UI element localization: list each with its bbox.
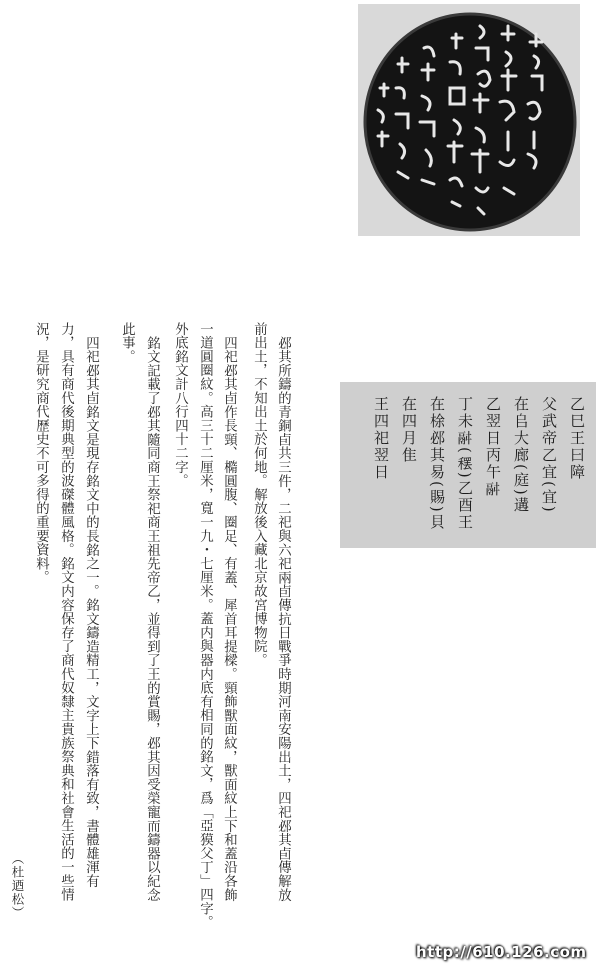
transcription-column: 乙巳王曰障 bbox=[568, 396, 586, 481]
body-column: 一道圓圈紋。高三十二厘米，寬一九・七厘米。蓋内與器内底有相同的銘文，爲「亞獏父丁」四字。 bbox=[197, 322, 213, 930]
transcription-panel bbox=[340, 382, 596, 548]
body-column: 況，是研究商代歷史不可多得的重要資料。 bbox=[33, 322, 49, 585]
rubbing-svg bbox=[358, 4, 580, 236]
author-credit: （杜迺松） bbox=[10, 852, 25, 920]
transcription-column: 王四祀翌日 bbox=[372, 396, 390, 481]
body-column: 此事。 bbox=[119, 322, 135, 364]
transcription-column: 在梌邲其易(賜)貝 bbox=[428, 396, 446, 531]
watermark-url: http://610.126.com bbox=[416, 943, 587, 961]
inscription-rubbing-image bbox=[358, 4, 580, 236]
body-column: 四祀邲其卣作長頸、橢圓腹、圈足、有蓋、犀首耳提樑。頸飾獸面紋，獸面紋上下和蓋沿各飾 bbox=[221, 336, 237, 902]
body-column: 四祀邲其卣銘文是現存銘文中的長銘之一。銘文鑄造精工，文字上下錯落有致，書體雄渾有 bbox=[83, 336, 99, 888]
body-column: 力，具有商代後期典型的波磔體風格。銘文内容保存了商代奴隸主貴族祭典和社會生活的一些情 bbox=[58, 322, 74, 902]
transcription-column: 丁未𩰫(𫁂)乙酉王 bbox=[456, 396, 474, 531]
body-column: 銘文記載了邲其隨同商王祭祀商王祖先帝乙，並得到了王的賞賜，邲其因受榮寵而鑄器以紀念 bbox=[144, 336, 160, 902]
transcription-column: 在四月隹 bbox=[400, 396, 418, 464]
transcription-column: 乙翌日丙午𩰫 bbox=[484, 396, 502, 498]
body-column: 邲其所鑄的青銅卣共三件，二祀與六祀兩卣傳抗日戰爭時期河南安陽出土，四祀邲其卣傳解放 bbox=[275, 336, 291, 902]
transcription-column: 在𠂤大廊(庭)遘 bbox=[512, 396, 530, 514]
body-column: 前出土，不知出土於何地。解放後入藏北京故宮博物院。 bbox=[251, 322, 267, 667]
transcription-column: 父武帝乙宜(宜) bbox=[540, 396, 558, 514]
body-column: 外底銘文計八行四十二字。 bbox=[172, 322, 188, 488]
